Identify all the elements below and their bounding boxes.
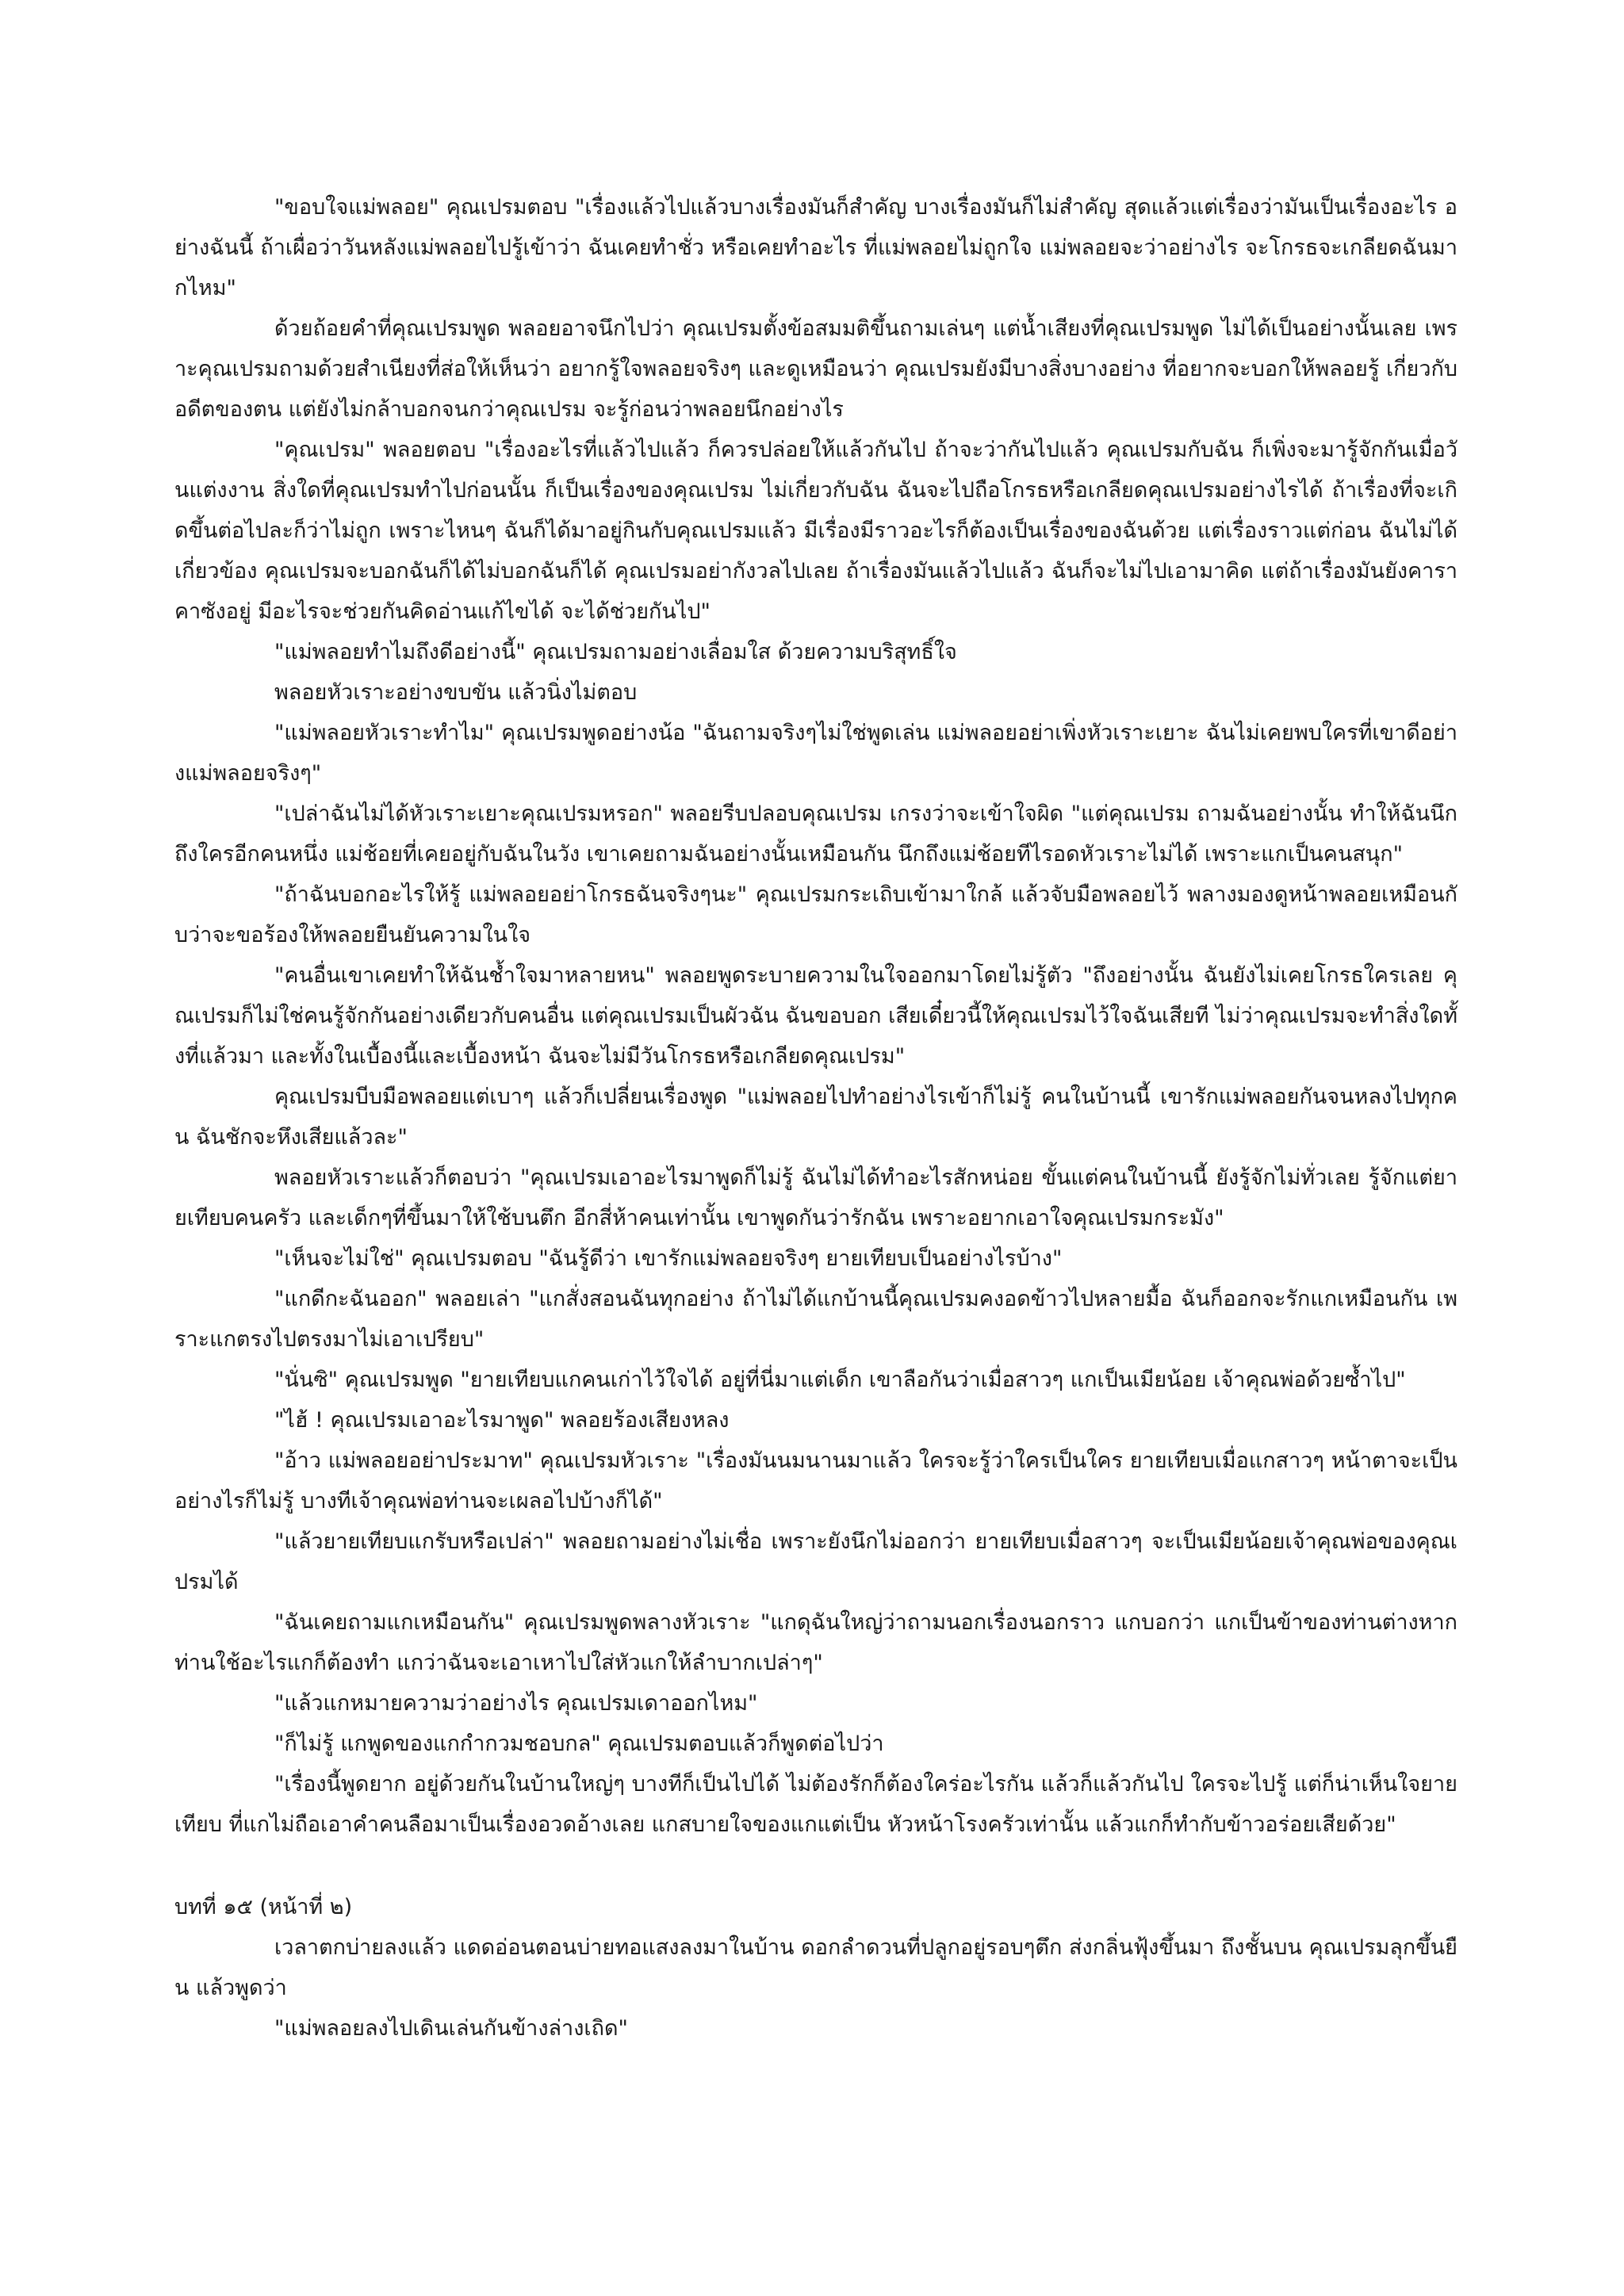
paragraph: "แล้วยายเทียบแกรับหรือเปล่า" พลอยถามอย่างไม่เชื่อ เพราะยังนึกไม่ออกว่า ยายเทียบเมื่อสาวๆ จะเป็นเมียน้อยเจ้าคุณพ่อของคุณเปรมได้: [174, 1529, 1457, 1594]
paragraph: "อ้าว แม่พลอยอย่าประมาท" คุณเปรมหัวเราะ "เรื่องมันนมนานมาแล้ว ใครจะรู้ว่าใครเป็นใคร ยายเทียบเมื่อแกสาวๆ หน้าตาจะเป็นอย่างไรก็ไม่รู้ บางทีเจ้าคุณพ่อท่านจะเผลอไปบ้างก็ได้": [174, 1448, 1457, 1513]
paragraph: "แม่พลอยทำไมถึงดีอย่างนี้" คุณเปรมถามอย่างเลื่อมใส ด้วยความบริสุทธิ์ใจ: [274, 640, 957, 664]
paragraph: "นั่นซิ" คุณเปรมพูด "ยายเทียบแกคนเก่าไว้ใจได้ อยู่ที่นี่มาแต่เด็ก เขาลือกันว่าเมื่อสาวๆ แกเป็นเมียน้อย เจ้าคุณพ่อด้วยซ้ำไป": [274, 1368, 1406, 1392]
paragraph: "แม่พลอยลงไปเดินเล่นกันข้างล่างเถิด": [274, 2016, 628, 2041]
paragraph: คุณเปรมบีบมือพลอยแต่เบาๆ แล้วก็เปลี่ยนเรื่องพูด "แม่พลอยไปทำอย่างไรเข้าก็ไม่รู้ คนในบ้านนี้ เขารักแม่พลอยกันจนหลงไปทุกคน ฉันชักจะหึงเสียแล้วละ": [174, 1085, 1457, 1150]
paragraph: เวลาตกบ่ายลงแล้ว แดดอ่อนตอนบ่ายทอแสงลงมาในบ้าน ดอกลำดวนที่ปลูกอยู่รอบๆตึก ส่งกลิ่นฟุ้งขึ้นมา ถึงชั้นบน คุณเปรมลุกขึ้นยืน แล้วพูดว่า: [174, 1935, 1457, 2000]
paragraph: "เรื่องนี้พูดยาก อยู่ด้วยกันในบ้านใหญ่ๆ บางทีก็เป็นไปได้ ไม่ต้องรักก็ต้องใคร่อะไรกัน แล้วก็แล้วกันไป ใครจะไปรู้ แต่ก็น่าเห็นใจยายเทียบ ที่แกไม่ถือเอาคำคนลือมาเป็นเรื่องอวดอ้างเลย แกสบายใจของแกแต่เป็น หัวหน้าโรงครัวเท่านั้น แล้วแกก็ทำกับข้าวอร่อยเสียด้วย": [174, 1772, 1457, 1837]
paragraph: "ไฮ้ ! คุณเปรมเอาอะไรมาพูด" พลอยร้องเสียงหลง: [274, 1408, 730, 1433]
chapter-heading: บทที่ ๑๕ (หน้าที่ ๒): [174, 1895, 353, 1919]
paragraph: พลอยหัวเราะอย่างขบขัน แล้วนิ่งไม่ตอบ: [274, 680, 638, 705]
paragraph: พลอยหัวเราะแล้วก็ตอบว่า "คุณเปรมเอาอะไรมาพูดก็ไม่รู้ ฉันไม่ได้ทำอะไรสักหน่อย ขั้นแต่คนในบ้านนี้ ยังรู้จักไม่ทั่วเลย รู้จักแต่ยายเทียบคนครัว และเด็กๆที่ขึ้นมาให้ใช้บนตึก อีกสี่ห้าคนเท่านั้น เขาพูดกันว่ารักฉัน เพราะอยากเอาใจคุณเปรมกระมัง": [174, 1165, 1457, 1230]
paragraph: "ก็ไม่รู้ แกพูดของแกกำกวมชอบกล" คุณเปรมตอบแล้วก็พูดต่อไปว่า: [274, 1732, 884, 1756]
paragraph: "เปล่าฉันไม่ได้หัวเราะเยาะคุณเปรมหรอก" พลอยรีบปลอบคุณเปรม เกรงว่าจะเข้าใจผิด "แต่คุณเปรม ถามฉันอย่างนั้น ทำให้ฉันนึกถึงใครอีกคนหนึ่ง แม่ช้อยที่เคยอยู่กับฉันในวัง เขาเคยถามฉันอย่างนั้นเหมือนกัน นึกถึงแม่ช้อยทีไรอดหัวเราะไม่ได้ เพราะแกเป็นคนสนุก": [174, 802, 1457, 867]
document-page: [174, 187, 1457, 2049]
paragraph: ด้วยถ้อยคำที่คุณเปรมพูด พลอยอาจนึกไปว่า คุณเปรมตั้งข้อสมมติขึ้นถามเล่นๆ แต่น้ำเสียงที่คุณเปรมพูด ไม่ได้เป็นอย่างนั้นเลย เพราะคุณเปรมถามด้วยสำเนียงที่ส่อให้เห็นว่า อยากรู้ใจพลอยจริงๆ และดูเหมือนว่า คุณเปรมยังมีบางสิ่งบางอย่าง ที่อยากจะบอกให้พลอยรู้ เกี่ยวกับอดีตของตน แต่ยังไม่กล้าบอกจนกว่าคุณเปรม จะรู้ก่อนว่าพลอยนึกอย่างไร: [174, 316, 1457, 422]
paragraph: "แม่พลอยหัวเราะทำไม" คุณเปรมพูดอย่างน้อ "ฉันถามจริงๆไม่ใช่พูดเล่น แม่พลอยอย่าเพิ่งหัวเราะเยาะ ฉันไม่เคยพบใครที่เขาดีอย่างแม่พลอยจริงๆ": [174, 721, 1457, 786]
paragraph: "เห็นจะไม่ใช่" คุณเปรมตอบ "ฉันรู้ดีว่า เขารักแม่พลอยจริงๆ ยายเทียบเป็นอย่างไรบ้าง": [274, 1246, 1063, 1271]
paragraph: "คนอื่นเขาเคยทำให้ฉันช้ำใจมาหลายหน" พลอยพูดระบายความในใจออกมาโดยไม่รู้ตัว "ถึงอย่างนั้น ฉันยังไม่เคยโกรธใครเลย คุณเปรมก็ไม่ใช่คนรู้จักกันอย่างเดียวกับคนอื่น แต่คุณเปรมเป็นผัวฉัน ฉันขอบอก เสียเดี๋ยวนี้ให้คุณเปรมไว้ใจฉันเสียที ไม่ว่าคุณเปรมจะทำสิ่งใดทั้งที่แล้วมา และทั้งในเบื้องนี้และเบื้องหน้า ฉันจะไม่มีวันโกรธหรือเกลียดคุณเปรม": [174, 963, 1458, 1069]
paragraph: "ฉันเคยถามแกเหมือนกัน" คุณเปรมพูดพลางหัวเราะ "แกดุฉันใหญ่ว่าถามนอกเรื่องนอกราว แกบอกว่า แกเป็นข้าของท่านต่างหาก ท่านใช้อะไรแกก็ต้องทำ แกว่าฉันจะเอาเหาไปใส่หัวแกให้ลำบากเปล่าๆ": [174, 1610, 1457, 1675]
paragraph: "ถ้าฉันบอกอะไรให้รู้ แม่พลอยอย่าโกรธฉันจริงๆนะ" คุณเปรมกระเถิบเข้ามาใกล้ แล้วจับมือพลอยไว้ พลางมองดูหน้าพลอยเหมือนกับว่าจะขอร้องให้พลอยยืนยันความในใจ: [174, 882, 1457, 947]
paragraph: "คุณเปรม" พลอยตอบ "เรื่องอะไรที่แล้วไปแล้ว ก็ควรปล่อยให้แล้วกันไป ถ้าจะว่ากันไปแล้ว คุณเปรมกับฉัน ก็เพิ่งจะมารู้จักกันเมื่อวันแต่งงาน สิ่งใดที่คุณเปรมทำไปก่อนนั้น ก็เป็นเรื่องของคุณเปรม ไม่เกี่ยวกับฉัน ฉันจะไปถือโกรธหรือเกลียดคุณเปรมอย่างไรได้ ถ้าเรื่องที่จะเกิดขึ้นต่อไปละก็ว่าไม่ถูก เพราะไหนๆ ฉันก็ได้มาอยู่กินกับคุณเปรมแล้ว มีเรื่องมีราวอะไรก็ต้องเป็นเรื่องของฉันด้วย แต่เรื่องราวแต่ก่อน ฉันไม่ได้เกี่ยวข้อง คุณเปรมจะบอกฉันก็ได้ไม่บอกฉันก็ได้ คุณเปรมอย่ากังวลไปเลย ถ้าเรื่องมันแล้วไปแล้ว ฉันก็จะไม่ไปเอามาคิด แต่ถ้าเรื่องมันยังคาราคาซังอยู่ มีอะไรจะช่วยกันคิดอ่านแก้ไขได้ จะได้ช่วยกันไป": [174, 438, 1457, 624]
paragraph: "แกดีกะฉันออก" พลอยเล่า "แกสั่งสอนฉันทุกอย่าง ถ้าไม่ได้แกบ้านนี้คุณเปรมคงอดข้าวไปหลายมื้อ ฉันก็ออกจะรักแกเหมือนกัน เพราะแกตรงไปตรงมาไม่เอาเปรียบ": [174, 1287, 1457, 1352]
paragraph: "ขอบใจแม่พลอย" คุณเปรมตอบ "เรื่องแล้วไปแล้วบางเรื่องมันก็สำคัญ บางเรื่องมันก็ไม่สำคัญ สุดแล้วแต่เรื่องว่ามันเป็นเรื่องอะไร อย่างฉันนี้ ถ้าเผื่อว่าวันหลังแม่พลอยไปรู้เข้าว่า ฉันเคยทำชั่ว หรือเคยทำอะไร ที่แม่พลอยไม่ถูกใจ แม่พลอยจะว่าอย่างไร จะโกรธจะเกลียดฉันมากไหม": [174, 195, 1457, 300]
paragraph: "แล้วแกหมายความว่าอย่างไร คุณเปรมเดาออกไหม": [274, 1691, 758, 1716]
